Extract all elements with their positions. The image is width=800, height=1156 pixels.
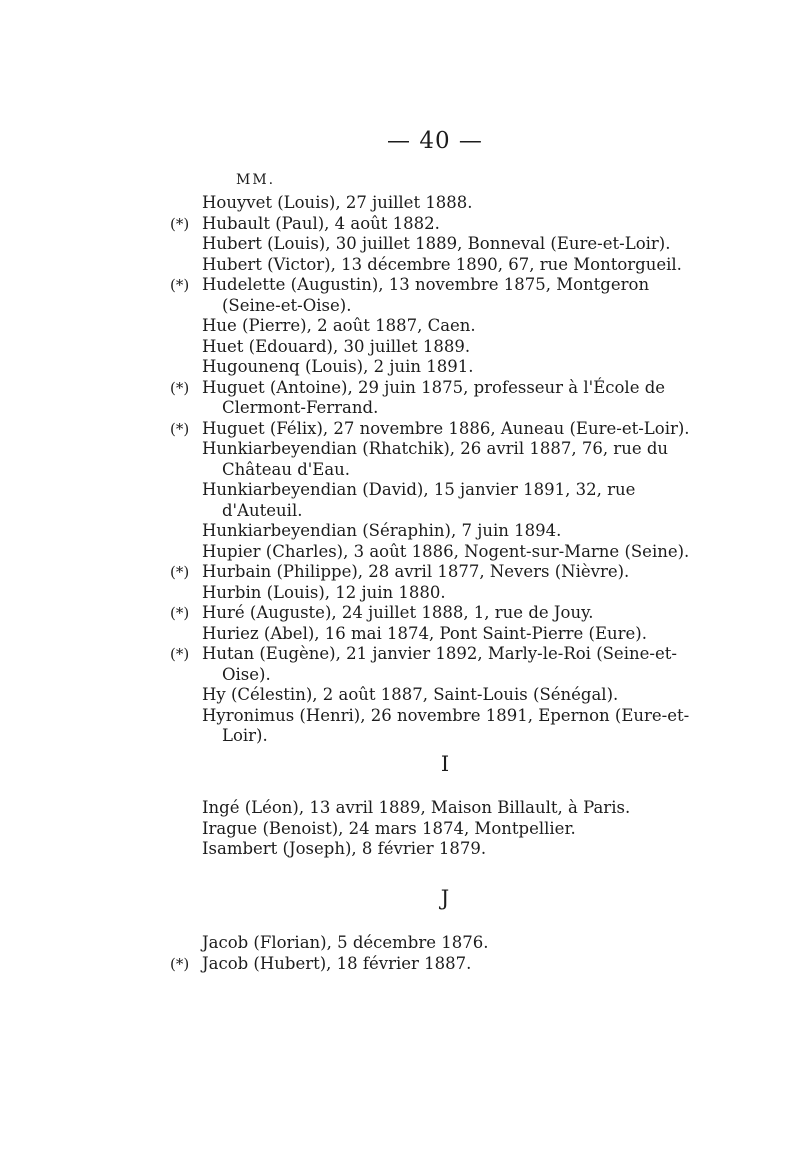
entry-text: Jacob (Florian), 5 décembre 1876. xyxy=(202,933,489,952)
list-item xyxy=(170,562,710,583)
entry-text: Ingé (Léon), 13 avril 1889, Maison Billault, à Paris. xyxy=(202,798,631,817)
member-mark: (*) xyxy=(170,604,190,622)
list-item xyxy=(170,798,710,819)
list-item xyxy=(170,954,710,975)
entry-text: Hunkiarbeyendian (Séraphin), 7 juin 1894. xyxy=(202,521,562,540)
member-mark: (*) xyxy=(170,645,190,663)
member-mark: (*) xyxy=(170,419,190,438)
entry-text: Huré (Auguste), 24 juillet 1888, 1, rue de Jouy. xyxy=(202,603,594,622)
entry-text: Huet (Edouard), 30 juillet 1889. xyxy=(202,336,471,356)
entry-text: Hy (Célestin), 2 août 1887, Saint-Louis (Sénégal). xyxy=(202,685,619,704)
entry-text: Hurbin (Louis), 12 juin 1880. xyxy=(202,582,446,602)
list-item xyxy=(170,583,710,604)
entries-j xyxy=(170,933,710,974)
entry-text: Hubault (Paul), 4 août 1882. xyxy=(202,213,440,233)
entries-i xyxy=(170,798,710,860)
entries-h xyxy=(170,193,710,747)
entry-text: Hyronimus (Henri), 26 novembre 1891, Epernon (Eure-et-Loir). xyxy=(202,705,690,745)
salutation: MM. xyxy=(236,172,276,188)
entry-text: Hubert (Victor), 13 décembre 1890, 67, rue Montorgueil. xyxy=(202,254,682,274)
entry-text: Hue (Pierre), 2 août 1887, Caen. xyxy=(202,316,476,335)
list-item xyxy=(170,480,710,521)
list-item xyxy=(170,624,710,645)
entry-text: Hunkiarbeyendian (David), 15 janvier 1891, 32, rue d'Auteuil. xyxy=(202,480,636,520)
page-number: — 40 — xyxy=(387,128,483,154)
entry-text: Huguet (Antoine), 29 juin 1875, professeur à l'École de Clermont-Ferrand. xyxy=(202,377,666,417)
list-item xyxy=(170,439,710,480)
entry-text: Irague (Benoist), 24 mars 1874, Montpellier. xyxy=(202,818,576,838)
member-mark: (*) xyxy=(170,563,190,581)
entry-text: Isambert (Joseph), 8 février 1879. xyxy=(202,839,487,858)
member-mark: (*) xyxy=(170,214,190,233)
entry-text: Hurbain (Philippe), 28 avril 1877, Nevers (Nièvre). xyxy=(202,562,630,581)
entry-text: Hubert (Louis), 30 juillet 1889, Bonneval (Eure-et-Loir). xyxy=(202,234,671,253)
list-item xyxy=(170,819,710,840)
list-item xyxy=(170,706,710,747)
entry-text: Jacob (Hubert), 18 février 1887. xyxy=(202,953,472,973)
member-mark: (*) xyxy=(170,378,190,397)
list-item xyxy=(170,933,710,954)
entry-text: Huriez (Abel), 16 mai 1874, Pont Saint-Pierre (Eure). xyxy=(202,623,647,643)
list-item xyxy=(170,521,710,542)
list-item xyxy=(170,193,710,214)
member-mark: (*) xyxy=(170,954,190,973)
list-item xyxy=(170,275,710,316)
member-mark: (*) xyxy=(170,276,190,294)
list-item xyxy=(170,419,710,440)
list-item xyxy=(170,685,710,706)
entry-text: Hudelette (Augustin), 13 novembre 1875, Montgeron (Seine-et-Oise). xyxy=(202,275,650,315)
list-item xyxy=(170,839,710,860)
section-heading-i: I xyxy=(440,752,450,776)
list-item xyxy=(170,337,710,358)
list-item xyxy=(170,357,710,378)
entry-text: Hunkiarbeyendian (Rhatchik), 26 avril 1887, 76, rue du Château d'Eau. xyxy=(202,439,669,479)
entry-text: Hugounenq (Louis), 2 juin 1891. xyxy=(202,357,474,376)
entry-text: Hutan (Eugène), 21 janvier 1892, Marly-le-Roi (Seine-et-Oise). xyxy=(202,644,677,684)
list-item xyxy=(170,316,710,337)
list-item xyxy=(170,542,710,563)
entry-text: Huguet (Félix), 27 novembre 1886, Auneau (Eure-et-Loir). xyxy=(202,418,690,438)
section-heading-j: J xyxy=(440,886,450,910)
entry-text: Hupier (Charles), 3 août 1886, Nogent-sur-Marne (Seine). xyxy=(202,541,690,561)
list-item xyxy=(170,234,710,255)
list-item xyxy=(170,255,710,276)
list-item xyxy=(170,603,710,624)
list-item xyxy=(170,378,710,419)
entry-text: Houyvet (Louis), 27 juillet 1888. xyxy=(202,193,473,212)
list-item xyxy=(170,644,710,685)
list-item xyxy=(170,214,710,235)
